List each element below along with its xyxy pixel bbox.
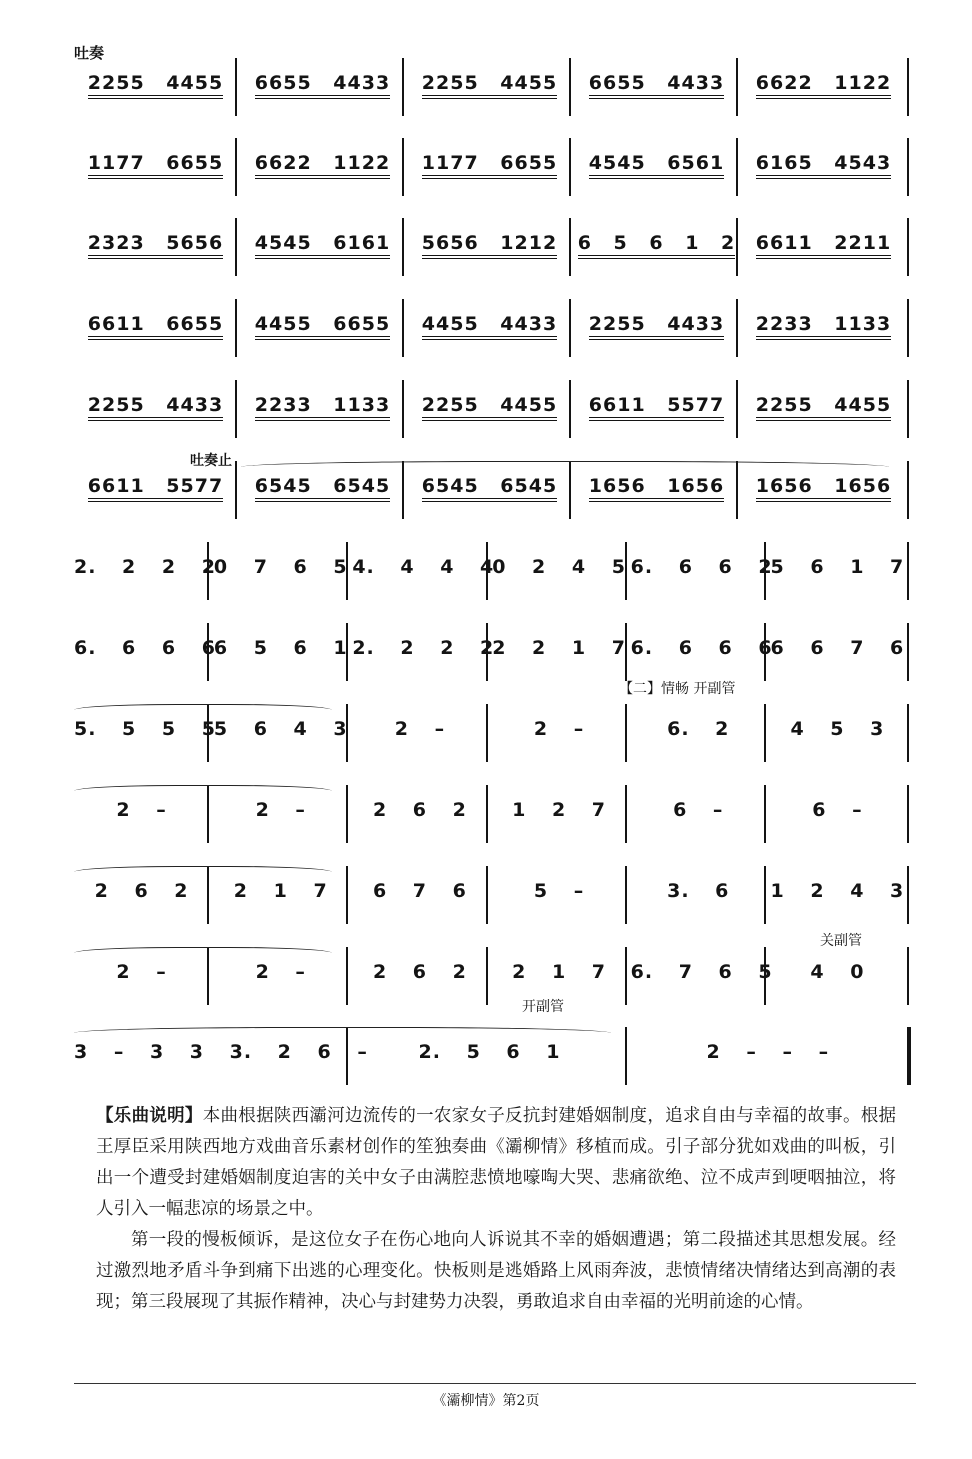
measure [630, 556, 773, 578]
measure-notes: 2255 4433 [589, 313, 724, 340]
measure-notes: 6 – [812, 799, 863, 821]
measure [742, 232, 905, 259]
measure [352, 1041, 626, 1063]
measure-notes: 2 – [394, 718, 446, 740]
bar-line [486, 947, 488, 1005]
measure-notes: 2. 2 2 2 [352, 637, 495, 659]
notation-line [74, 799, 909, 843]
measure [241, 394, 404, 421]
bar-line [207, 623, 209, 681]
notation-line [74, 475, 909, 519]
bar-line [402, 218, 404, 276]
bar-line-end [907, 58, 909, 116]
bar-line-end [907, 542, 909, 600]
slur [74, 866, 332, 881]
bar-line [764, 947, 766, 1005]
bar-line [402, 380, 404, 438]
bar-line [625, 623, 627, 681]
measure [241, 72, 404, 99]
measure-notes: 4 0 [810, 961, 865, 983]
measure-notes: 2. 2 2 2 [74, 556, 216, 578]
bar-line-end [907, 380, 909, 438]
bar-line [764, 704, 766, 762]
measure-notes: 6655 4433 [589, 72, 724, 99]
bar-line [486, 785, 488, 843]
measure-notes: 6622 1122 [756, 72, 891, 99]
measure [742, 394, 905, 421]
measure-notes: 5656 1212 [422, 232, 557, 259]
open-aux-label: 开副管 [522, 999, 564, 1015]
notation-line [74, 1041, 909, 1085]
bar-line [736, 58, 738, 116]
explanation-p2: 第一段的慢板倾诉，是这位女子在伤心地向人诉说其不幸的婚姻遭遇；第二段描述其思想发展。经过激烈地矛盾斗争到痛下出逃的心理变化。快板则是逃婚路上风雨奔波，悲愤情绪决情绪达到高潮的表现；第三段展现了其振作精神，决心与封建势力决裂，勇敢追求自由幸福的光明前途的心情。 [96, 1230, 896, 1312]
measure [742, 475, 905, 502]
close-aux-label: 关副管 [820, 933, 862, 949]
measure-notes: 2 6 2 [94, 880, 189, 902]
measure [630, 637, 773, 659]
measure [352, 556, 495, 578]
notation-line [74, 313, 909, 357]
measure-notes: 6 7 6 [372, 880, 467, 902]
measure-notes: 6. 2 [667, 718, 730, 740]
notation-line [74, 72, 909, 116]
measure [630, 961, 773, 983]
bar-line [625, 947, 627, 1005]
measure [408, 313, 571, 340]
measure-notes: 2 1 7 [512, 961, 607, 983]
measure-notes: 0 2 4 5 [492, 556, 626, 578]
bar-line [625, 1027, 627, 1085]
measure [352, 880, 487, 902]
measure-notes: 5 – [533, 880, 585, 902]
measure [770, 799, 905, 821]
measure-notes: 2255 4455 [88, 72, 223, 99]
measure [408, 232, 571, 259]
measure-notes: 6611 2211 [756, 232, 891, 259]
bar-line [235, 299, 237, 357]
explanation [96, 1101, 896, 1318]
measure-notes: 1 2 4 3 [770, 880, 905, 902]
measure [213, 637, 348, 659]
measure [631, 718, 766, 740]
measure [575, 72, 738, 99]
measure [575, 232, 738, 259]
bar-line [207, 542, 209, 600]
measure [492, 961, 627, 983]
measure [352, 637, 495, 659]
measure [770, 880, 905, 902]
measure-notes: 2 6 2 [372, 799, 467, 821]
notation-line [74, 232, 909, 276]
footer-rule [74, 1383, 916, 1384]
measure [408, 72, 571, 99]
measure [492, 556, 627, 578]
measure-notes: 1177 6655 [88, 152, 223, 179]
bar-line [402, 138, 404, 196]
measure [74, 313, 237, 340]
measure-notes: 2 – [255, 961, 306, 983]
measure [74, 799, 209, 821]
measure [770, 718, 905, 740]
measure-notes: 6. 6 6 6 [630, 637, 773, 659]
tongue-stop-label: 吐奏止 [190, 453, 232, 469]
measure-notes: 4545 6161 [255, 232, 390, 259]
bar-line [569, 138, 571, 196]
notation-line [74, 152, 909, 196]
measure-notes: 6 6 7 6 [770, 637, 905, 659]
slur [74, 1027, 611, 1042]
measure [631, 1041, 905, 1063]
measure-notes: 2255 4433 [88, 394, 223, 421]
bar-line [235, 138, 237, 196]
measure [742, 313, 905, 340]
measure-notes: 1 2 7 [512, 799, 607, 821]
measure [74, 556, 216, 578]
bar-line [486, 542, 488, 600]
bar-line-end [907, 218, 909, 276]
bar-line [764, 866, 766, 924]
bar-line-end [907, 704, 909, 762]
measure [74, 718, 216, 740]
slur [74, 785, 332, 800]
measure [74, 152, 237, 179]
measure-notes: 2233 1133 [756, 313, 891, 340]
bar-line [486, 623, 488, 681]
measure-notes: 2255 4455 [422, 72, 557, 99]
bar-line [625, 866, 627, 924]
bar-line [736, 380, 738, 438]
measure-notes: 1177 6655 [422, 152, 557, 179]
measure-notes: 1656 1656 [589, 475, 724, 502]
measure-notes: 6545 6545 [255, 475, 390, 502]
slur [74, 704, 332, 719]
bar-line [402, 299, 404, 357]
bar-line-end [907, 866, 909, 924]
measure-notes: 2. 5 6 1 [418, 1041, 561, 1063]
measure [74, 880, 209, 902]
measure-notes: 2 – [116, 961, 167, 983]
measure-notes: 4 5 3 [790, 718, 885, 740]
measure-notes: 6165 4543 [756, 152, 891, 179]
measure-notes: 2 2 1 7 [492, 637, 626, 659]
measure-notes: 6 5 6 1 2 [578, 232, 736, 259]
bar-line-end [907, 138, 909, 196]
bar-line [346, 623, 348, 681]
measure [575, 475, 738, 502]
measure [770, 637, 905, 659]
measure-notes: 6. 6 6 2 [630, 556, 773, 578]
bar-line [569, 380, 571, 438]
bar-line [764, 542, 766, 600]
measure-notes: 4455 6655 [255, 313, 390, 340]
measure-notes: 6622 1122 [255, 152, 390, 179]
bar-line [625, 785, 627, 843]
measure [74, 637, 216, 659]
bar-line [764, 623, 766, 681]
measure-notes: 2 6 2 [372, 961, 467, 983]
measure [213, 556, 348, 578]
measure-notes: 0 7 6 5 [213, 556, 348, 578]
tongue-start-label: 吐奏 [74, 44, 105, 62]
bar-line [764, 785, 766, 843]
bar-line [486, 704, 488, 762]
bar-line [625, 542, 627, 600]
measure [241, 313, 404, 340]
bar-line-end [907, 785, 909, 843]
measure-notes: 5 6 4 3 [213, 718, 348, 740]
measure [770, 961, 905, 983]
measure [74, 72, 237, 99]
bar-line-end [907, 299, 909, 357]
measure [213, 718, 348, 740]
measure-notes: 6545 6545 [422, 475, 557, 502]
measure [492, 637, 627, 659]
measure-notes: 3. 6 [667, 880, 730, 902]
bar-line [569, 58, 571, 116]
bar-line-end [907, 461, 909, 519]
bar-line [235, 380, 237, 438]
measure-notes: 3 – 3 3 3. 2 6 – [74, 1041, 368, 1063]
notation-line [74, 718, 909, 762]
measure [74, 475, 237, 502]
measure-notes: 2 – [116, 799, 167, 821]
bar-line [569, 299, 571, 357]
measure [352, 718, 487, 740]
slur [74, 947, 332, 962]
page-footer: 《灞柳情》第2页 [432, 1393, 540, 1409]
section2-label: 【二】情畅 开副管 [619, 681, 736, 697]
measure-notes: 6611 5577 [88, 475, 223, 502]
measure-notes: 2255 4455 [756, 394, 891, 421]
measure-notes: 6655 4433 [255, 72, 390, 99]
measure-notes: 6611 6655 [88, 313, 223, 340]
measure [492, 799, 627, 821]
measure [408, 394, 571, 421]
measure [742, 152, 905, 179]
bar-line [625, 704, 627, 762]
measure-notes: 1656 1656 [756, 475, 891, 502]
bar-line [486, 866, 488, 924]
measure-notes: 6. 7 6 5 [630, 961, 773, 983]
measure [74, 961, 209, 983]
measure [492, 718, 627, 740]
measure [213, 961, 348, 983]
measure [241, 475, 404, 502]
measure [575, 394, 738, 421]
measure-notes: 2 1 7 [233, 880, 328, 902]
measure [74, 232, 237, 259]
bar-line [346, 785, 348, 843]
measure-notes: 4455 4433 [422, 313, 557, 340]
bar-line [235, 58, 237, 116]
measure [631, 880, 766, 902]
measure-notes: 2255 4455 [422, 394, 557, 421]
notation-line [74, 394, 909, 438]
measure [742, 72, 905, 99]
measure [352, 961, 487, 983]
bar-line [736, 138, 738, 196]
bar-line [235, 461, 237, 519]
notation-line [74, 556, 909, 600]
bar-line-end [907, 947, 909, 1005]
measure [74, 394, 237, 421]
explanation-title: 【乐曲说明】 [96, 1106, 203, 1126]
measure [241, 152, 404, 179]
bar-line [402, 58, 404, 116]
measure-notes: 2 – [255, 799, 306, 821]
measure-notes: 2233 1133 [255, 394, 390, 421]
measure-notes: 6611 5577 [589, 394, 724, 421]
measure [352, 799, 487, 821]
measure [575, 152, 738, 179]
measure-notes: 4545 6561 [589, 152, 724, 179]
measure-notes: 2 – [533, 718, 585, 740]
measure [74, 1041, 368, 1063]
notation-line [74, 880, 909, 924]
notation-line [74, 637, 909, 681]
bar-line [346, 542, 348, 600]
bar-line [346, 866, 348, 924]
bar-line [346, 704, 348, 762]
measure-notes: 6 – [673, 799, 724, 821]
measure-notes: 6. 6 6 6 [74, 637, 216, 659]
measure [408, 475, 571, 502]
measure [770, 556, 905, 578]
explanation-p1 [96, 1101, 896, 1225]
measure [492, 880, 627, 902]
measure [213, 799, 348, 821]
explanation-text1: 本曲根据陕西灞河边流传的一农家女子反抗封建婚姻制度，追求自由与幸福的故事。根据王厚臣采用陕西地方戏曲音乐素材创作的笙独奏曲《灞柳情》移植而成。引子部分犹如戏曲的叫板，引出一个遭受封建婚姻制度迫害的关中女子由满腔悲愤地嚎啕大哭、悲痛欲绝、泣不成声到哽咽抽泣，将人引入一幅悲凉的场景之中。 [96, 1106, 897, 1219]
measure-notes: 5. 5 5 5 [74, 718, 216, 740]
measure [408, 152, 571, 179]
bar-line-end [907, 623, 909, 681]
measure-notes: 5 6 1 7 [770, 556, 905, 578]
notation-line [74, 961, 909, 1005]
measure-notes: 6 5 6 1 [213, 637, 348, 659]
slur [241, 461, 889, 476]
bar-line-end [907, 1027, 911, 1085]
bar-line [569, 218, 571, 276]
measure [575, 313, 738, 340]
measure [241, 232, 404, 259]
measure [213, 880, 348, 902]
measure-notes: 2 – – – [706, 1041, 830, 1063]
bar-line [235, 218, 237, 276]
measure-notes: 2323 5656 [88, 232, 223, 259]
measure [631, 799, 766, 821]
bar-line [736, 218, 738, 276]
measure-notes: 4. 4 4 4 [352, 556, 495, 578]
bar-line [346, 947, 348, 1005]
bar-line [736, 299, 738, 357]
